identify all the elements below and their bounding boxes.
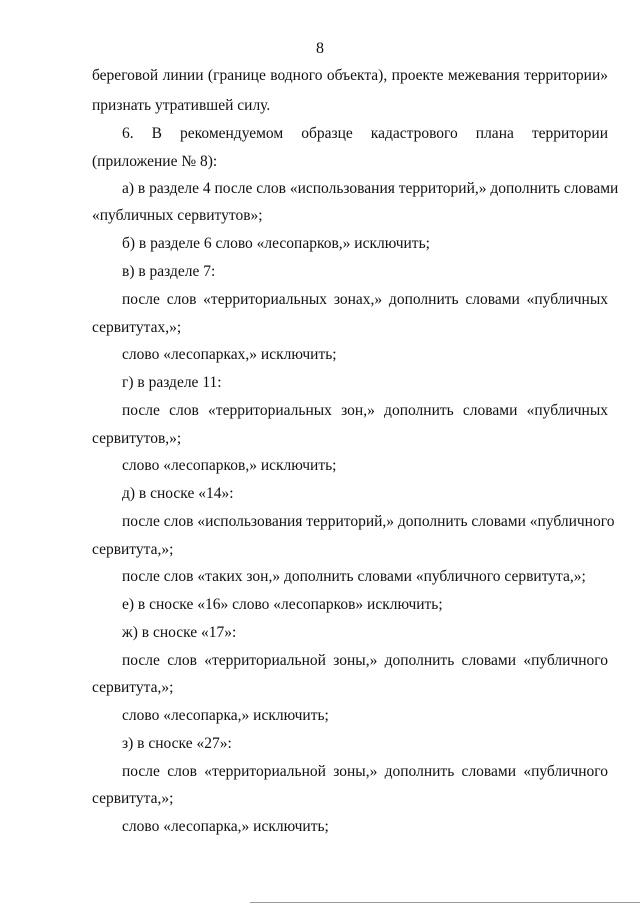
text-line: д) в сноске «14»: — [122, 485, 234, 502]
text-line: сервитута,»; — [92, 541, 174, 558]
text-line: после слов «территориальной зоны,» дополнить словами «публичного — [122, 763, 608, 780]
text-line: е) в сноске «16» слово «лесопарков» исключить; — [122, 596, 443, 613]
text-line: 6. В рекомендуемом образце кадастрового плана территории — [122, 125, 608, 142]
text-line: после слов «использования территорий,» дополнить словами «публичного — [122, 513, 615, 530]
text-line: сервитутах,»; — [92, 319, 182, 336]
text-line: з) в сноске «27»: — [122, 735, 232, 752]
page-number: 8 — [316, 40, 324, 57]
text-line: после слов «таких зон,» дополнить словами «публичного сервитута,»; — [122, 568, 586, 585]
bottom-rule — [250, 902, 640, 903]
text-line: береговой линии (границе водного объекта), проекте межевания территории» — [92, 67, 608, 84]
text-line: а) в разделе 4 после слов «использования территорий,» дополнить словами — [122, 180, 619, 197]
text-line: признать утратившей силу. — [92, 97, 271, 114]
text-line: слово «лесопарках,» исключить; — [122, 346, 337, 363]
text-line: сервитута,»; — [92, 790, 174, 807]
text-line: (приложение № 8): — [92, 153, 218, 170]
text-line: сервитута,»; — [92, 679, 174, 696]
text-line: слово «лесопарков,» исключить; — [122, 457, 337, 474]
text-line: после слов «территориальной зоны,» дополнить словами «публичного — [122, 652, 608, 669]
text-line: сервитутов,»; — [92, 430, 182, 447]
text-line: после слов «территориальных зон,» дополнить словами «публичных — [122, 402, 608, 419]
text-line: слово «лесопарка,» исключить; — [122, 707, 329, 724]
text-line: ж) в сноске «17»: — [122, 624, 237, 641]
text-line: г) в разделе 11: — [122, 374, 222, 391]
text-line: после слов «территориальных зонах,» дополнить словами «публичных — [122, 291, 608, 308]
text-line: слово «лесопарка,» исключить; — [122, 818, 329, 835]
text-line: б) в разделе 6 слово «лесопарков,» исключить; — [122, 235, 430, 252]
text-line: в) в разделе 7: — [122, 263, 216, 280]
text-line: «публичных сервитутов»; — [92, 207, 263, 224]
